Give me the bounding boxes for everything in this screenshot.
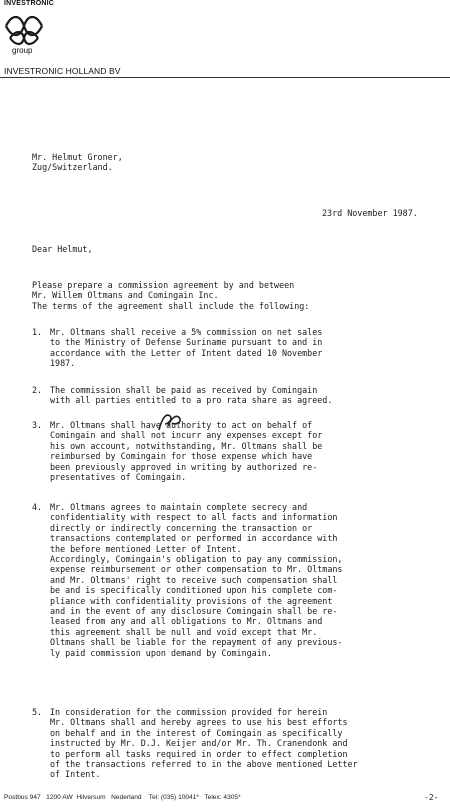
recipient-address (32, 152, 123, 173)
letterhead (0, 0, 450, 80)
company-logo-icon (2, 8, 46, 48)
letterhead-footer: Postbus 947 1200 AW Hilversum Nederland Tel: (035) 10041* Telex: 4305* (4, 794, 241, 801)
intro-paragraph (32, 280, 309, 311)
term-line: ly paid commission upon demand by Comingain. (50, 647, 272, 658)
term-line: 1987. (50, 358, 76, 369)
term-line: The commission shall be paid as received by Comingain (50, 385, 318, 395)
term-number: 4. (32, 502, 43, 512)
term-number: 1. (32, 327, 43, 337)
term-line: the before mentioned Letter of Intent. (50, 543, 242, 554)
term-line: reimbursed by Comingain for those expense which have (50, 451, 313, 462)
term-line: of the transactions referred to in the above mentioned Letter (50, 759, 358, 770)
term-line: transactions contemplated or performed in accordance with (50, 533, 338, 544)
term-line: Mr. Oltmans shall receive a 5% commission on net sales (50, 327, 323, 337)
term-line: been previously approved in writing by authorized re- (50, 461, 318, 472)
company-name: INVESTRONIC HOLLAND BV (4, 66, 121, 76)
term-line: and Mr. Oltmans' right to receive such compensation shall (50, 574, 338, 585)
term-line: Oltmans shall be liable for the repayment of any previous- (50, 637, 343, 648)
term-line: presentatives of Comingain. (50, 472, 187, 483)
term-line: Mr. Oltmans agrees to maintain complete secrecy and (50, 502, 308, 512)
term-line: directly or indirectly concerning the transaction or (50, 522, 313, 533)
recipient-line: Zug/Switzerland. (32, 162, 113, 173)
term-line: to the Ministry of Defense Suriname pursuant to and in (50, 337, 323, 348)
letter-date: 23rd November 1987. (322, 208, 418, 218)
logo-group-label: group (12, 46, 33, 55)
term-line: this agreement shall be null and void except that Mr. (50, 626, 318, 637)
term-line: accordance with the Letter of Intent dated 10 November (50, 347, 323, 358)
term-line: to perform all tasks required in order to effect completion (50, 748, 348, 759)
salutation: Dear Helmut, (32, 244, 93, 254)
term-line: leased from any and all obligations to Mr. Oltmans and (50, 616, 323, 627)
term-line: In consideration for the commission provided for herein (50, 707, 328, 717)
brand-wordmark: INVESTRONIC (4, 0, 55, 7)
term-line: his own account, notwithstanding, Mr. Oltmans shall be (50, 440, 323, 451)
term-line: confidentiality with respect to all facts and information (50, 512, 338, 523)
term-line: instructed by Mr. D.J. Keijer and/or Mr. Th. Cranendonk and (50, 738, 348, 749)
term-line: and in the event of any disclosure Comingain shall be re- (50, 606, 338, 617)
term-line: Mr. Oltmans shall have authority to act on behalf of (50, 420, 313, 430)
term-line: pliance with confidentiality provisions of the agreement (50, 595, 333, 606)
term-line: on behalf and in the interest of Comingain as specifically (50, 727, 343, 738)
intro-line: Mr. Willem Oltmans and Comingain Inc. (32, 290, 219, 301)
term-line: be and is specifically conditioned upon his complete com- (50, 585, 338, 596)
term-number: 3. (32, 420, 43, 430)
term-number: 5. (32, 707, 43, 717)
letterhead-divider (0, 77, 450, 78)
recipient-line: Mr. Helmut Groner, (32, 152, 123, 162)
term-body (50, 327, 322, 369)
term-body (50, 502, 342, 658)
term-line: expense reimbursement or other compensation to Mr. Oltmans (50, 564, 343, 575)
term-body (50, 707, 358, 780)
intro-line: The terms of the agreement shall include the following: (32, 300, 310, 311)
page-number: -2- (424, 793, 439, 802)
term-number: 2. (32, 385, 43, 395)
term-line: of Intent. (50, 769, 101, 780)
term-line: with all parties entitled to a pro rata share as agreed. (50, 395, 333, 406)
term-line: Comingain and shall not incurr any expenses except for (50, 430, 323, 441)
term-body (50, 385, 332, 406)
intro-line: Please prepare a commission agreement by and between (32, 280, 295, 290)
term-body (50, 420, 322, 482)
term-line: Accordingly, Comingain's obligation to pay any commission, (50, 554, 343, 565)
term-line: Mr. Oltmans shall and hereby agrees to use his best efforts (50, 717, 348, 728)
